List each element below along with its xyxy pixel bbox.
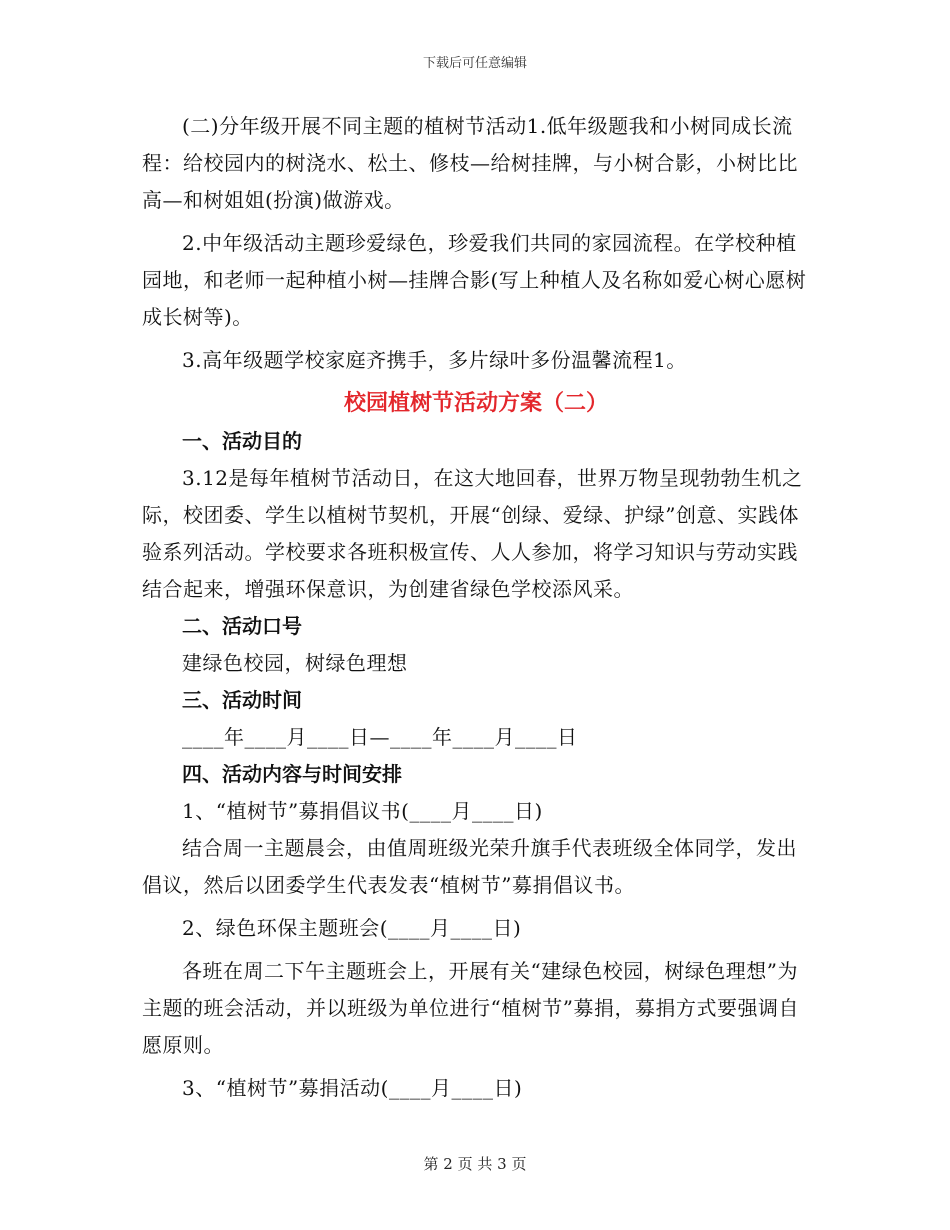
paragraph-middle-grade: 2.中年级活动主题珍爱绿色，珍爱我们共同的家园流程。在学校种植园地，和老师一起种植小树—挂牌合影(写上种植人及名称如爱心树心愿树成长树等)。 bbox=[142, 231, 807, 329]
section-text-slogan: 建绿色校园，树绿色理想 bbox=[182, 651, 408, 675]
section-text-time: ____年____月____日—____年____月____日 bbox=[182, 725, 578, 749]
item-text-class-meeting: 各班在周二下午主题班会上，开展有关“建绿色校园，树绿色理想”为主题的班会活动，并以班级为单位进行“植树节”募捐，募捐方式要强调自愿原则。 bbox=[142, 959, 799, 1057]
section-heading-schedule: 四、活动内容与时间安排 bbox=[182, 762, 402, 786]
section-heading-slogan: 二、活动口号 bbox=[182, 614, 302, 638]
item-text-proposal: 结合周一主题晨会，由值周班级光荣升旗手代表班级全体同学，发出倡议，然后以团委学生代表发表“植树节”募捐倡议书。 bbox=[142, 836, 797, 897]
item-title-donation: 3、“植树节”募捐活动(____月____日) bbox=[182, 1076, 523, 1100]
section-heading-time: 三、活动时间 bbox=[182, 688, 302, 712]
document-body bbox=[142, 108, 810, 1107]
page-header: 下载后可任意编辑 bbox=[422, 56, 527, 71]
section-heading-purpose: 一、活动目的 bbox=[182, 429, 302, 453]
paragraph-high-grade: 3.高年级题学校家庭齐携手，多片绿叶多份温馨流程1。 bbox=[182, 348, 687, 372]
page-footer: 第 2 页 共 3 页 bbox=[423, 1155, 527, 1173]
item-title-class-meeting: 2、绿色环保主题班会(____月____日) bbox=[182, 916, 522, 940]
item-title-proposal: 1、“植树节”募捐倡议书(____月____日) bbox=[182, 799, 543, 823]
document-title: 校园植树节活动方案（二） bbox=[343, 390, 608, 416]
section-text-purpose: 3.12是每年植树节活动日，在这大地回春，世界万物呈现勃勃生机之际，校团委、学生以植树节契机，开展“创绿、爱绿、护绿”创意、实践体验系列活动。学校要求各班积极宣传、人人参加，将学习知识与劳动实践结合起来，增强环保意识，为创建省绿色学校添风采。 bbox=[142, 466, 803, 601]
paragraph-grade-activities: (二)分年级开展不同主题的植树节活动1.低年级题我和小树同成长流程：给校园内的树浇水、松土、修枝—给树挂牌，与小树合影，小树比比高—和树姐姐(扮演)做游戏。 bbox=[142, 114, 798, 212]
